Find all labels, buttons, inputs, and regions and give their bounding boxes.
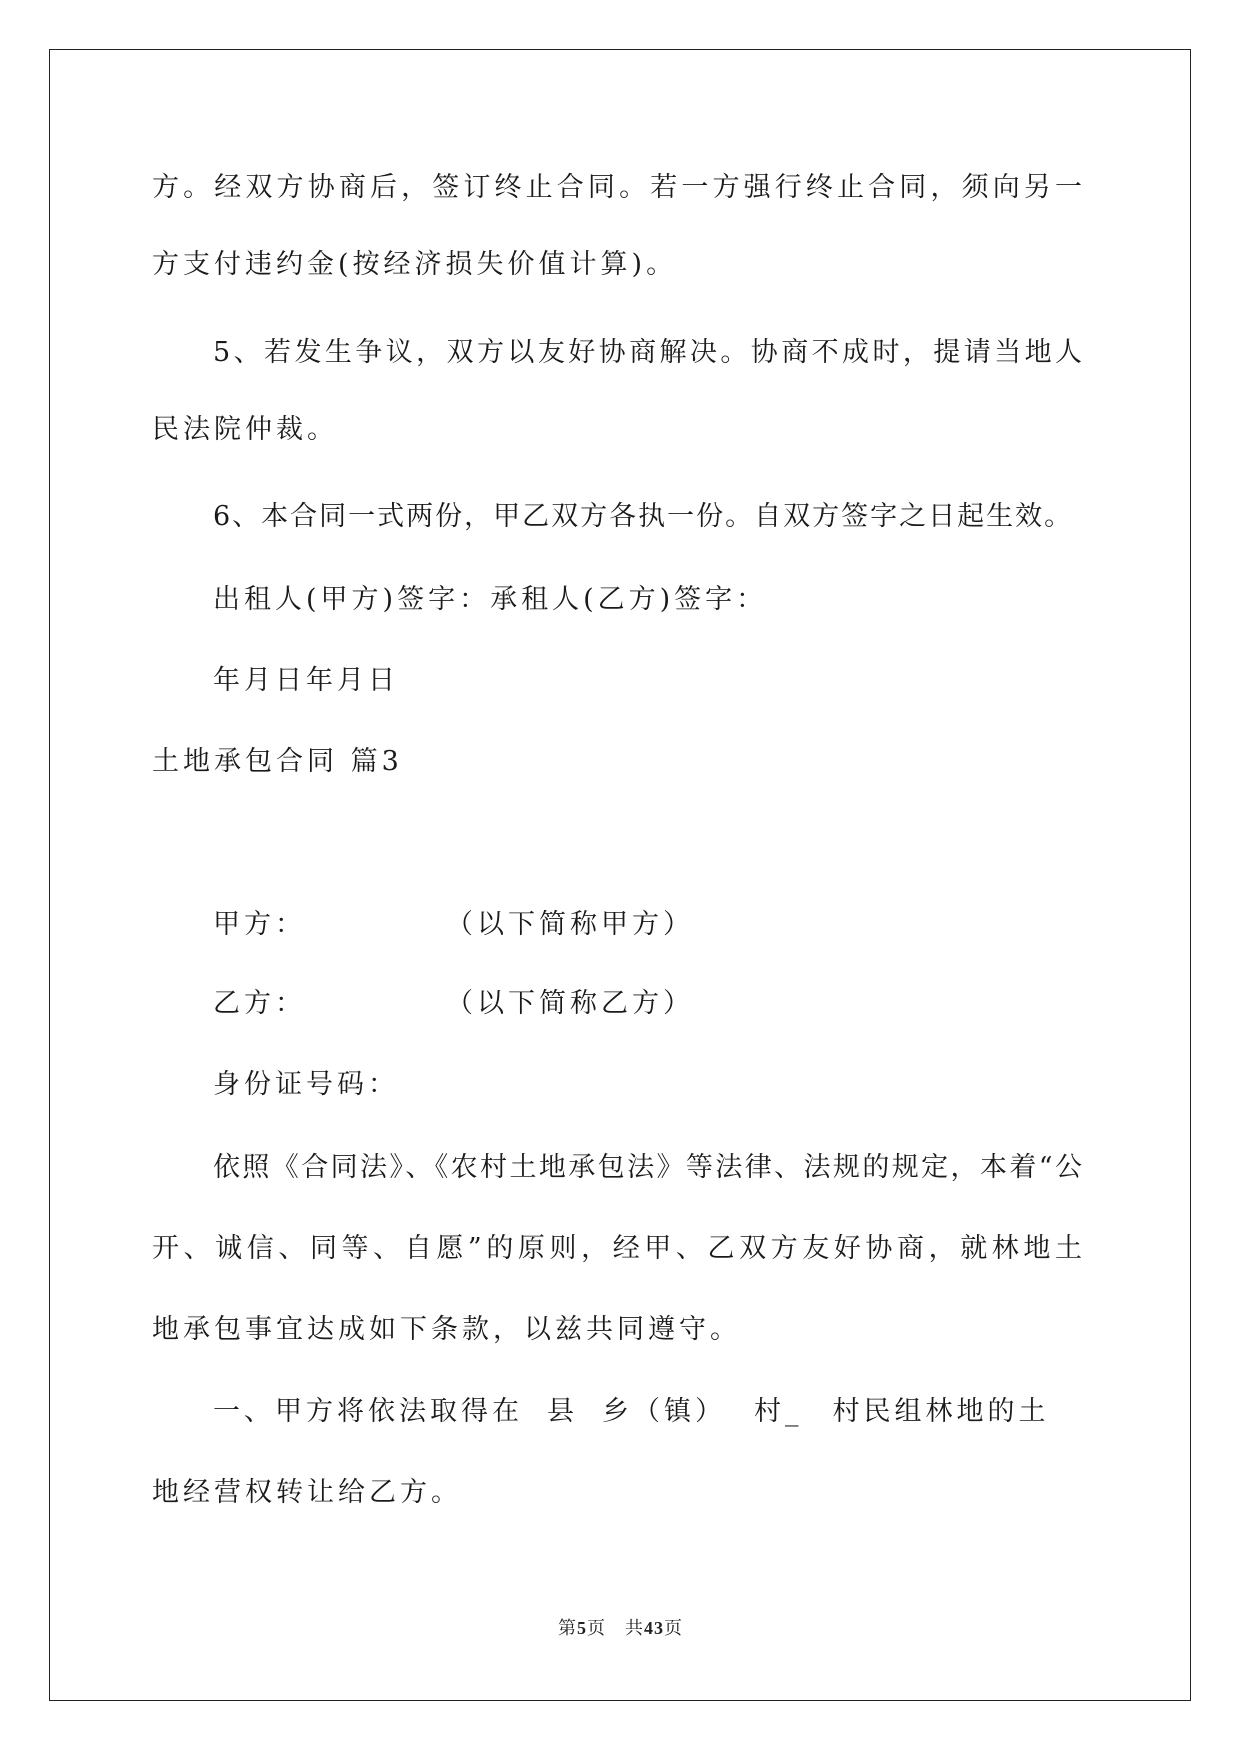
paragraph-line: 地经营权转让给乙方。 (152, 1477, 462, 1508)
footer-mid: 页 共 (587, 1618, 644, 1639)
party-a-label: 甲方： (213, 909, 306, 940)
party-b-label: 乙方： (213, 988, 306, 1019)
paragraph-line: 地承包事宜达成如下条款，以兹共同遵守。 (152, 1314, 741, 1345)
clause-6-line: 6、本合同一式两份，甲乙双方各执一份。自双方签字之日起生效。 (213, 501, 1074, 532)
paragraph-line: 方。经双方协商后，签订终止合同。若一方强行终止合同，须向另一 (152, 172, 1082, 203)
date-line: 年月日年月日 (213, 665, 399, 696)
clause-5-line: 5、若发生争议，双方以友好协商解决。协商不成时，提请当地人 (213, 337, 1082, 368)
clause-1-part: 乡（镇） (602, 1396, 726, 1427)
footer-suffix: 页 (664, 1618, 683, 1639)
paragraph-line: 依照《合同法》、《农村土地承包法》等法律、法规的规定，本着“公 (213, 1152, 1082, 1183)
party-b-note: （以下简称乙方） (446, 988, 694, 1019)
page-footer (0, 1616, 1241, 1641)
footer-page-number: 5 (577, 1618, 587, 1638)
clause-1-part: 村_ (754, 1396, 803, 1427)
clause-1-part: 一、甲方将依法取得在 (213, 1396, 523, 1427)
footer-prefix: 第 (558, 1618, 577, 1639)
paragraph-line: 开、诚信、同等、自愿”的原则，经甲、乙双方友好协商，就林地土 (152, 1233, 1082, 1264)
paragraph-line: 民法院仲裁。 (152, 414, 338, 445)
footer-total-pages: 43 (644, 1618, 664, 1638)
signature-line: 出租人(甲方)签字：承租人(乙方)签字： (213, 584, 768, 615)
party-a-note: （以下简称甲方） (446, 909, 694, 940)
page-border (49, 49, 1191, 1701)
id-number-line: 身份证号码： (213, 1069, 399, 1100)
clause-1-part: 县 (547, 1396, 578, 1427)
party-b-line (213, 987, 694, 1021)
clause-1-part: 村民组林地的土 (832, 1396, 1050, 1427)
clause-1-line (213, 1395, 1050, 1429)
paragraph-line: 方支付违约金(按经济损失价值计算)。 (152, 249, 678, 280)
section-heading: 土地承包合同 篇3 (152, 746, 403, 777)
party-a-line (213, 908, 694, 942)
